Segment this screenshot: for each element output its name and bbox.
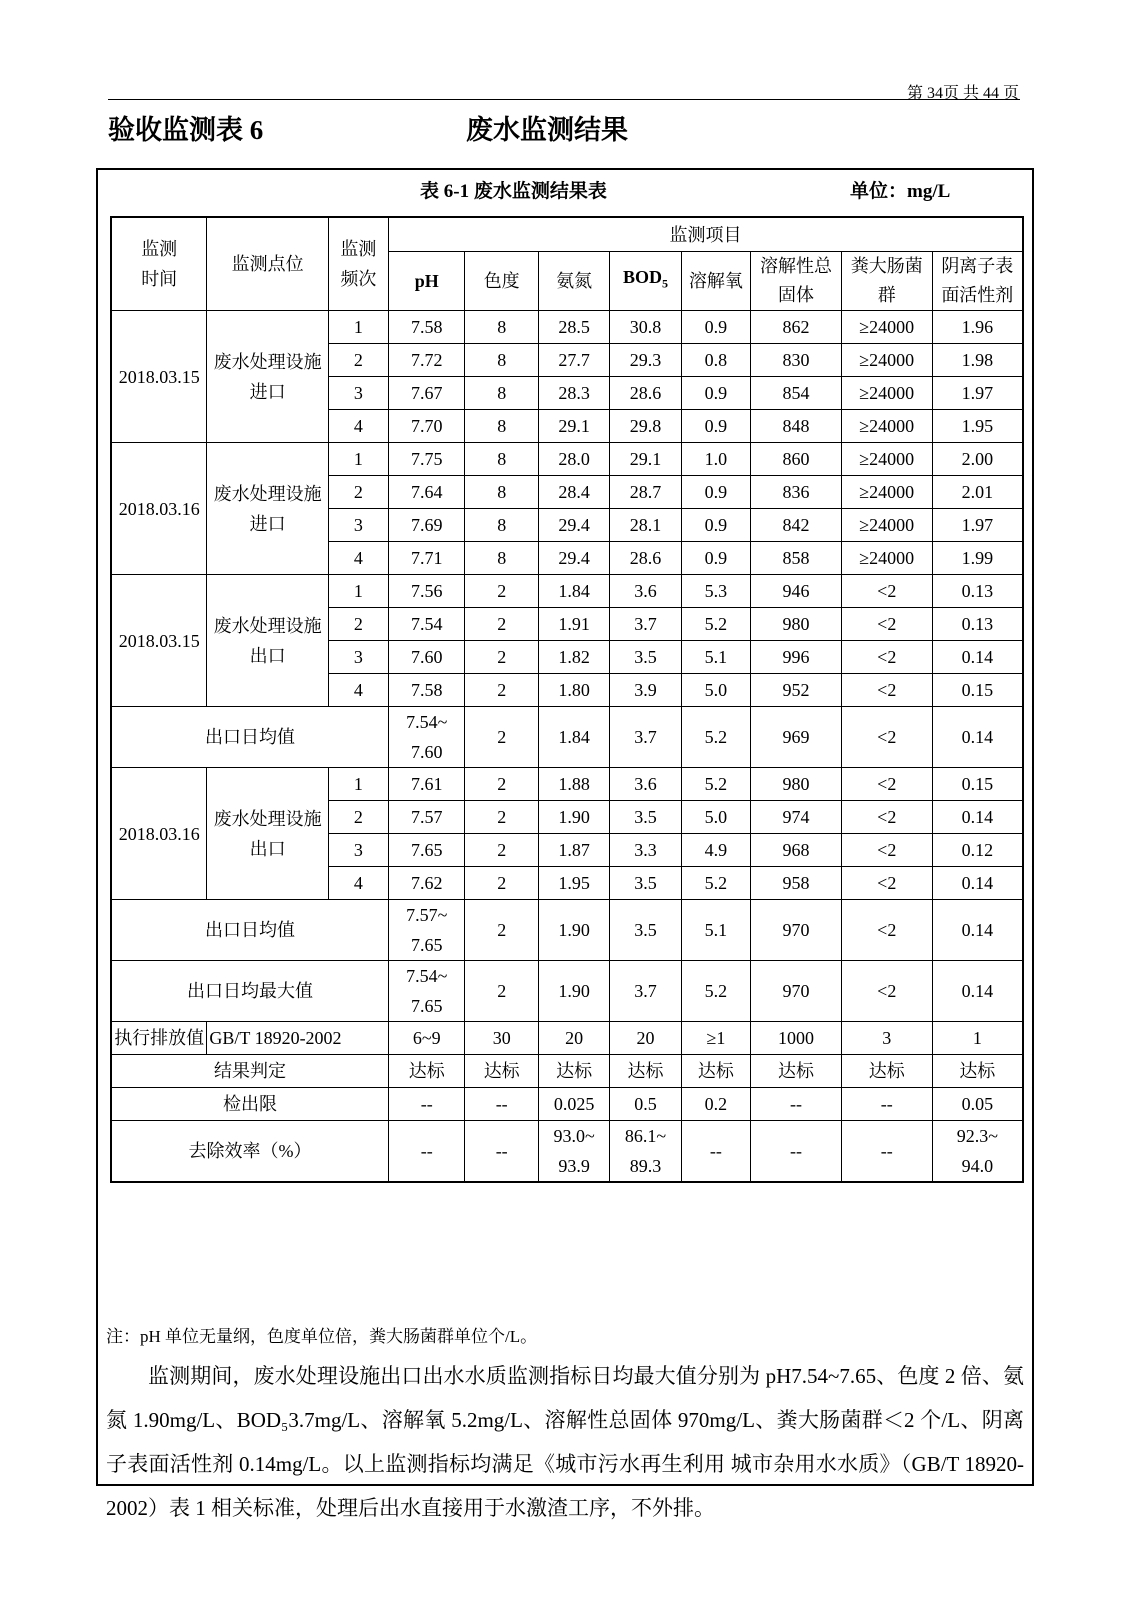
table-cell: 1000 xyxy=(751,1022,842,1055)
table-cell: 8 xyxy=(465,377,538,410)
table-cell: 946 xyxy=(751,575,842,608)
table-cell: 6~9 xyxy=(388,1022,465,1055)
param-header: 色度 xyxy=(465,252,538,311)
table-cell: <2 xyxy=(841,961,932,1022)
table-cell: 5.1 xyxy=(681,900,750,961)
table-cell: 8 xyxy=(465,476,538,509)
table-cell: 2 xyxy=(465,575,538,608)
table-cell: 28.6 xyxy=(610,377,681,410)
table-cell: 3.7 xyxy=(610,961,681,1022)
param-header: 溶解氧 xyxy=(681,252,750,311)
table-cell: 2 xyxy=(465,900,538,961)
table-cell: 29.8 xyxy=(610,410,681,443)
table-cell: 3 xyxy=(328,509,388,542)
table-cell: 86.1~ 89.3 xyxy=(610,1121,681,1183)
table-cell: 3.9 xyxy=(610,674,681,707)
table-cell: 1.96 xyxy=(932,311,1023,344)
table-cell: 28.3 xyxy=(538,377,609,410)
table-cell: 8 xyxy=(465,443,538,476)
table-cell: 7.54~ 7.60 xyxy=(388,707,465,768)
table-cell: 1.97 xyxy=(932,377,1023,410)
table-cell: <2 xyxy=(841,608,932,641)
table-cell: 974 xyxy=(751,801,842,834)
table-cell: 3 xyxy=(328,834,388,867)
table-cell: 20 xyxy=(610,1022,681,1055)
table-cell: 980 xyxy=(751,608,842,641)
judge-row xyxy=(111,1055,1023,1088)
table-cell: 20 xyxy=(538,1022,609,1055)
col-header-freq: 监测 频次 xyxy=(328,217,388,311)
table-cell: 830 xyxy=(751,344,842,377)
table-cell: 0.05 xyxy=(932,1088,1023,1121)
table-cell: <2 xyxy=(841,707,932,768)
table-cell: 952 xyxy=(751,674,842,707)
judge-row-label: 结果判定 xyxy=(111,1055,388,1088)
table-cell: 28.7 xyxy=(610,476,681,509)
table-cell: 996 xyxy=(751,641,842,674)
table-cell: 958 xyxy=(751,867,842,900)
table-cell: 3.5 xyxy=(610,900,681,961)
table-cell: 2 xyxy=(465,608,538,641)
table-cell: 29.3 xyxy=(610,344,681,377)
limit-row xyxy=(111,1022,1023,1055)
table-cell: 5.2 xyxy=(681,707,750,768)
table-cell: 2.01 xyxy=(932,476,1023,509)
table-row xyxy=(111,768,1023,801)
table-cell: 4 xyxy=(328,674,388,707)
daily-average-row xyxy=(111,900,1023,961)
table-cell: 7.67 xyxy=(388,377,465,410)
avg-label: 出口日均值 xyxy=(111,707,388,768)
table-cell: 7.72 xyxy=(388,344,465,377)
table-cell: 4.9 xyxy=(681,834,750,867)
table-note: 注：pH 单位无量纲，色度单位倍，粪大肠菌群单位个/L。 xyxy=(106,1327,538,1346)
table-cell: 1.95 xyxy=(932,410,1023,443)
limit-standard: GB/T 18920-2002 xyxy=(207,1022,389,1055)
table-cell: 0.9 xyxy=(681,509,750,542)
table-cell: 3.7 xyxy=(610,608,681,641)
content-frame xyxy=(96,168,1034,1520)
param-header: 溶解性总 固体 xyxy=(751,252,842,311)
table-cell: 4 xyxy=(328,410,388,443)
table-cell: 5.2 xyxy=(681,867,750,900)
page-number: 第 34页 共 44 页 xyxy=(906,85,1019,102)
table-cell: 970 xyxy=(751,961,842,1022)
section-title: 废水监测结果 xyxy=(466,115,628,145)
table-cell: 1.87 xyxy=(538,834,609,867)
table-cell: <2 xyxy=(841,867,932,900)
table-cell: 1.97 xyxy=(932,509,1023,542)
table-cell: 8 xyxy=(465,509,538,542)
date-cell: 2018.03.16 xyxy=(111,768,207,900)
table-cell: 2 xyxy=(465,801,538,834)
table-cell: 2 xyxy=(465,961,538,1022)
table-cell: 0.15 xyxy=(932,768,1023,801)
table-cell: 0.15 xyxy=(932,674,1023,707)
table-cell: 7.54 xyxy=(388,608,465,641)
table-cell: <2 xyxy=(841,768,932,801)
table-cell: ≥24000 xyxy=(841,476,932,509)
col-header-point: 监测点位 xyxy=(207,217,328,311)
table-cell: 8 xyxy=(465,542,538,575)
table-cell: 达标 xyxy=(538,1055,609,1088)
table-caption: 表 6-1 废水监测结果表 xyxy=(420,181,607,202)
table-cell: 27.7 xyxy=(538,344,609,377)
table-cell: 3.7 xyxy=(610,707,681,768)
table-cell: 30 xyxy=(465,1022,538,1055)
table-cell: 7.56 xyxy=(388,575,465,608)
param-header: $BOD_5$ xyxy=(610,252,681,311)
table-cell: 1.99 xyxy=(932,542,1023,575)
table-cell: 0.14 xyxy=(932,641,1023,674)
table-cell: -- xyxy=(751,1088,842,1121)
table-cell: 1.82 xyxy=(538,641,609,674)
table-cell: -- xyxy=(841,1121,932,1183)
table-cell: 7.69 xyxy=(388,509,465,542)
table-cell: 2 xyxy=(328,608,388,641)
table-cell: 达标 xyxy=(465,1055,538,1088)
table-cell: 0.5 xyxy=(610,1088,681,1121)
limit-label: 执行排放值 xyxy=(111,1022,207,1055)
table-cell: 8 xyxy=(465,311,538,344)
table-cell: 0.9 xyxy=(681,377,750,410)
table-cell: 7.61 xyxy=(388,768,465,801)
avg-label: 出口日均值 xyxy=(111,900,388,961)
table-cell: 28.4 xyxy=(538,476,609,509)
summary-paragraph: 监测期间，废水处理设施出口出水水质监测指标日均最大值分别为 pH7.54~7.65、色度 2 倍、氨氮 1.90mg/L、BOD₅3.7mg/L、溶解氧 5.2mg/L、溶解性总固体 970mg/L、粪大肠菌群＜2 个/L、阴离子表面活性剂 0.14mg/L。以上监测指标均满足《城市污水再生利用 城市杂用水水质》（GB/T 18920-2002）表 1 相关标准，处理后出水直接用于水激渣工序，不外排。 xyxy=(106,1364,1024,1520)
table-cell: ≥1 xyxy=(681,1022,750,1055)
table-cell: ≥24000 xyxy=(841,311,932,344)
table-cell: 0.14 xyxy=(932,867,1023,900)
table-row xyxy=(111,575,1023,608)
table-cell: 4 xyxy=(328,867,388,900)
param-header: 氨氮 xyxy=(538,252,609,311)
point-cell: 废水处理设施 进口 xyxy=(207,311,328,443)
table-cell: 3.5 xyxy=(610,801,681,834)
table-cell: 2 xyxy=(328,344,388,377)
table-cell: -- xyxy=(388,1121,465,1183)
table-cell: 0.14 xyxy=(932,707,1023,768)
table-cell: 842 xyxy=(751,509,842,542)
table-cell: 8 xyxy=(465,344,538,377)
table-cell: 28.1 xyxy=(610,509,681,542)
table-row xyxy=(111,443,1023,476)
table-cell: 1.88 xyxy=(538,768,609,801)
table-cell: 1 xyxy=(328,768,388,801)
table-cell: 4 xyxy=(328,542,388,575)
table-cell: 1.90 xyxy=(538,801,609,834)
table-cell: 5.1 xyxy=(681,641,750,674)
col-header-time: 监测 时间 xyxy=(111,217,207,311)
table-cell: 1.91 xyxy=(538,608,609,641)
table-cell: -- xyxy=(465,1088,538,1121)
date-cell: 2018.03.16 xyxy=(111,443,207,575)
table-cell: 1.90 xyxy=(538,961,609,1022)
table-cell: 达标 xyxy=(751,1055,842,1088)
table-cell: 29.4 xyxy=(538,542,609,575)
table-cell: 0.025 xyxy=(538,1088,609,1121)
table-cell: 28.0 xyxy=(538,443,609,476)
param-header: pH xyxy=(388,252,465,311)
table-cell: 0.14 xyxy=(932,961,1023,1022)
table-cell: <2 xyxy=(841,575,932,608)
table-cell: 836 xyxy=(751,476,842,509)
table-cell: 2.00 xyxy=(932,443,1023,476)
table-cell: 970 xyxy=(751,900,842,961)
point-cell: 废水处理设施 出口 xyxy=(207,575,328,707)
table-cell: 7.58 xyxy=(388,311,465,344)
table-cell: 0.12 xyxy=(932,834,1023,867)
table-cell: 0.14 xyxy=(932,900,1023,961)
table-cell: -- xyxy=(841,1088,932,1121)
detect-row xyxy=(111,1088,1023,1121)
table-cell: 3 xyxy=(841,1022,932,1055)
date-cell: 2018.03.15 xyxy=(111,311,207,443)
table-cell: 5.3 xyxy=(681,575,750,608)
table-cell: -- xyxy=(465,1121,538,1183)
table-cell: -- xyxy=(751,1121,842,1183)
table-cell: 2 xyxy=(465,641,538,674)
table-cell: 0.13 xyxy=(932,575,1023,608)
table-cell: 1.90 xyxy=(538,900,609,961)
point-cell: 废水处理设施 出口 xyxy=(207,768,328,900)
daily-average-row xyxy=(111,707,1023,768)
table-cell: 29.1 xyxy=(610,443,681,476)
param-header: 阴离子表 面活性剂 xyxy=(932,252,1023,311)
table-cell: 28.5 xyxy=(538,311,609,344)
table-cell: ≥24000 xyxy=(841,542,932,575)
table-cell: 0.14 xyxy=(932,801,1023,834)
table-cell: 7.64 xyxy=(388,476,465,509)
table-cell: 7.60 xyxy=(388,641,465,674)
table-cell: 1 xyxy=(328,443,388,476)
table-cell: 854 xyxy=(751,377,842,410)
param-header: 粪大肠菌 群 xyxy=(841,252,932,311)
table-cell: 达标 xyxy=(932,1055,1023,1088)
removal-row xyxy=(111,1121,1023,1183)
table-cell: -- xyxy=(388,1088,465,1121)
table-cell: 5.2 xyxy=(681,768,750,801)
table-cell: 达标 xyxy=(841,1055,932,1088)
table-cell: <2 xyxy=(841,641,932,674)
table-cell: 980 xyxy=(751,768,842,801)
table-cell: 969 xyxy=(751,707,842,768)
table-cell: 7.70 xyxy=(388,410,465,443)
table-cell: ≥24000 xyxy=(841,377,932,410)
table-cell: 0.13 xyxy=(932,608,1023,641)
table-cell: 0.9 xyxy=(681,410,750,443)
table-cell: 2 xyxy=(465,834,538,867)
table-cell: 7.71 xyxy=(388,542,465,575)
table-cell: 达标 xyxy=(681,1055,750,1088)
table-cell: 8 xyxy=(465,410,538,443)
table-cell: 2 xyxy=(465,707,538,768)
col-header-items: 监测项目 xyxy=(388,217,1023,252)
table-cell: <2 xyxy=(841,834,932,867)
table-cell: 7.54~ 7.65 xyxy=(388,961,465,1022)
table-cell: 93.0~ 93.9 xyxy=(538,1121,609,1183)
table-cell: 0.9 xyxy=(681,542,750,575)
table-row xyxy=(111,311,1023,344)
table-cell: ≥24000 xyxy=(841,344,932,377)
table-cell: 7.62 xyxy=(388,867,465,900)
table-cell: 0.2 xyxy=(681,1088,750,1121)
doc-title: 验收监测表 6 xyxy=(108,115,264,145)
table-cell: <2 xyxy=(841,674,932,707)
table-cell: 30.8 xyxy=(610,311,681,344)
table-cell: 2 xyxy=(328,801,388,834)
table-cell: <2 xyxy=(841,801,932,834)
detect-row-label: 检出限 xyxy=(111,1088,388,1121)
table-cell: 1.98 xyxy=(932,344,1023,377)
removal-label: 去除效率（%） xyxy=(111,1121,388,1183)
table-cell: 92.3~ 94.0 xyxy=(932,1121,1023,1183)
table-cell: 3.3 xyxy=(610,834,681,867)
table-cell: 7.57~ 7.65 xyxy=(388,900,465,961)
table-cell: 达标 xyxy=(610,1055,681,1088)
max-label: 出口日均最大值 xyxy=(111,961,388,1022)
date-cell: 2018.03.15 xyxy=(111,575,207,707)
table-cell: 7.57 xyxy=(388,801,465,834)
point-cell: 废水处理设施 进口 xyxy=(207,443,328,575)
table-cell: ≥24000 xyxy=(841,509,932,542)
table-cell: 2 xyxy=(328,476,388,509)
table-cell: 29.1 xyxy=(538,410,609,443)
table-cell: 5.2 xyxy=(681,961,750,1022)
max-average-row xyxy=(111,961,1023,1022)
header-rule xyxy=(108,99,1020,100)
table-cell: 0.9 xyxy=(681,476,750,509)
table-cell: 3.5 xyxy=(610,867,681,900)
table-cell: 29.4 xyxy=(538,509,609,542)
table-cell: 968 xyxy=(751,834,842,867)
table-cell: 7.58 xyxy=(388,674,465,707)
table-cell: 3 xyxy=(328,377,388,410)
table-cell: 862 xyxy=(751,311,842,344)
table-cell: 0.9 xyxy=(681,311,750,344)
table-cell: 3.6 xyxy=(610,768,681,801)
table-cell: 7.65 xyxy=(388,834,465,867)
table-cell: 5.0 xyxy=(681,674,750,707)
table-cell: 5.2 xyxy=(681,608,750,641)
table-cell: 2 xyxy=(465,867,538,900)
table-unit: 单位：mg/L xyxy=(850,181,951,202)
table-cell: 1.84 xyxy=(538,707,609,768)
table-cell: ≥24000 xyxy=(841,410,932,443)
table-cell: 1 xyxy=(328,575,388,608)
header-row xyxy=(111,217,1023,252)
table-cell: 858 xyxy=(751,542,842,575)
table-cell: 1 xyxy=(932,1022,1023,1055)
table-cell: 3.6 xyxy=(610,575,681,608)
table-cell: 848 xyxy=(751,410,842,443)
table-cell: 3 xyxy=(328,641,388,674)
table-cell: -- xyxy=(681,1121,750,1183)
table-cell: 达标 xyxy=(388,1055,465,1088)
table-cell: 3.5 xyxy=(610,641,681,674)
table-cell: 1.84 xyxy=(538,575,609,608)
wastewater-results-table xyxy=(110,216,1024,1183)
table-cell: 1.95 xyxy=(538,867,609,900)
table-cell: 28.6 xyxy=(610,542,681,575)
table-cell: 2 xyxy=(465,674,538,707)
table-cell: 2 xyxy=(465,768,538,801)
table-cell: 5.0 xyxy=(681,801,750,834)
table-cell: 7.75 xyxy=(388,443,465,476)
table-cell: 0.8 xyxy=(681,344,750,377)
table-cell: 1.0 xyxy=(681,443,750,476)
table-cell: 1.80 xyxy=(538,674,609,707)
table-cell: 860 xyxy=(751,443,842,476)
table-cell: ≥24000 xyxy=(841,443,932,476)
table-cell: <2 xyxy=(841,900,932,961)
table-cell: 1 xyxy=(328,311,388,344)
